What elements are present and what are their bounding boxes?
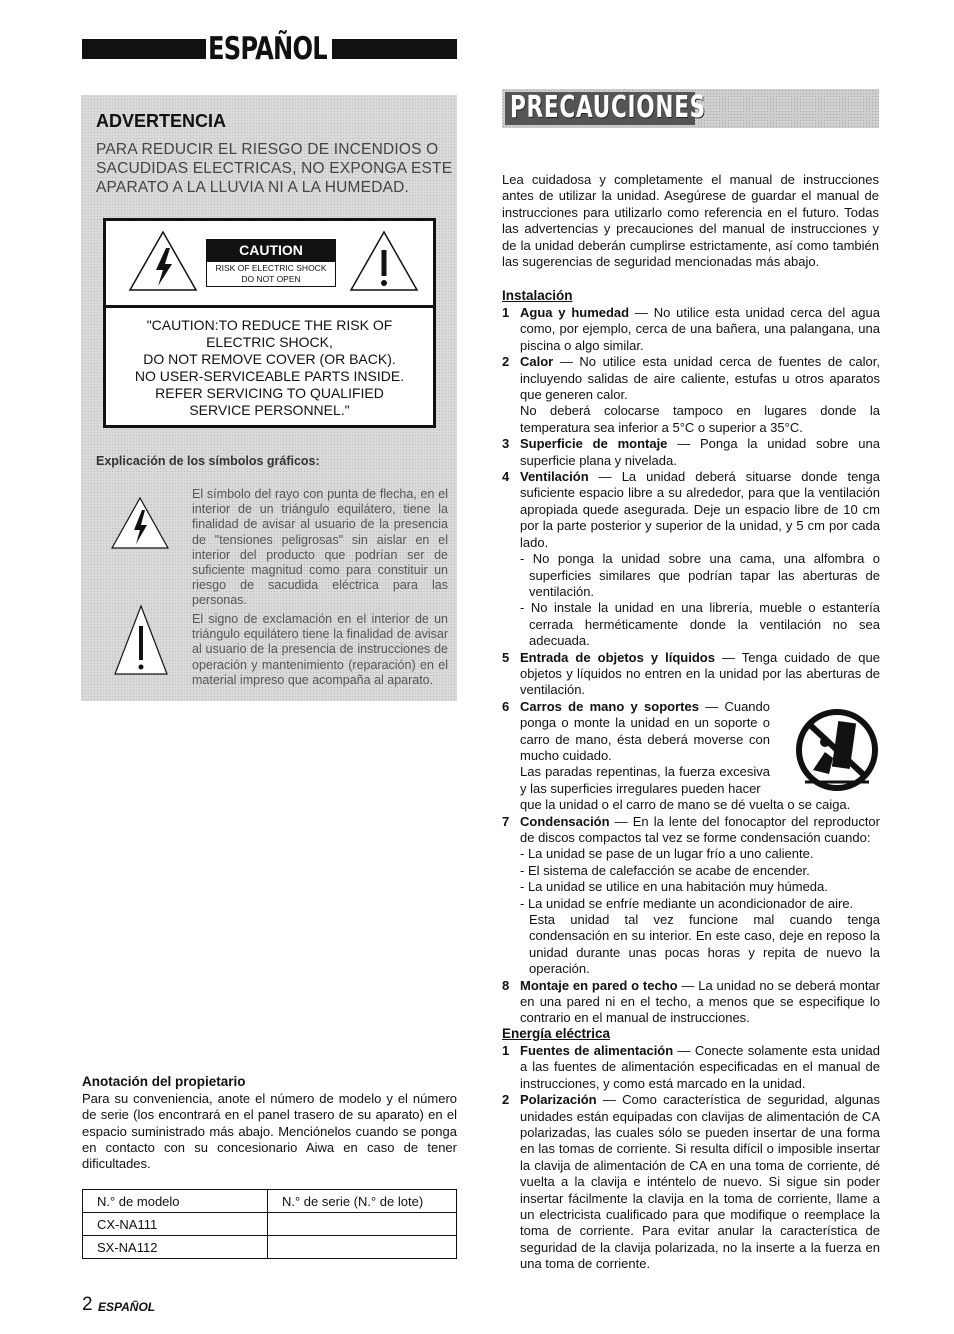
lightning-triangle-icon <box>128 230 198 292</box>
instalacion-list <box>502 305 880 1027</box>
page-number: 2 <box>82 1294 93 1315</box>
sub-item: - El sistema de calefacción se acabe de encender. <box>520 862 810 878</box>
caution-text <box>106 317 433 419</box>
item-label: Ventilación <box>520 469 589 485</box>
caution-sublabel <box>206 261 336 287</box>
instalacion-title: Instalación <box>502 288 573 303</box>
owner-text: Para su conveniencia, anote el número de modelo y el número de serie (los encontrará en el panel trasero de su aparato) en el espacio suministrado más abajo. Menciónelos cuando se ponga en contacto con su concesionario Aiwa en caso de tener dificultades. <box>82 1091 457 1172</box>
exclamation-triangle-icon <box>349 230 419 292</box>
list-item <box>502 650 880 699</box>
list-item <box>502 305 880 354</box>
table-row <box>83 1236 457 1259</box>
lightning-symbol-text: El símbolo del rayo con punta de flecha, en el interior de un triángulo equilátero, tiene la finalidad de avisar al usuario de la presencia de "tensiones peligrosas" sin aislar en el interior del producto que podrían ser de suficiente magnitud como para constituir un riesgo de sacudida eléctrica para las personas. <box>192 487 448 608</box>
caution-sub-line-2: DO NOT OPEN <box>241 274 301 284</box>
item-extra: No deberá colocarse tampoco en lugares donde la temperatura sea inferior a 5°C o superior a 35°C. <box>520 403 880 435</box>
item-label: Fuentes de alimentación <box>520 1043 674 1058</box>
item-number: 2 <box>502 354 510 370</box>
item-label: Superficie de montaje <box>520 436 668 452</box>
item-number: 1 <box>502 305 510 320</box>
cart-warning-icon <box>795 708 879 792</box>
advertencia-warning: PARA REDUCIR EL RIESGO DE INCENDIOS O SACUDIDAS ELECTRICAS, NO EXPONGA ESTE APARATO A LA LLUVIA NI A LA HUMEDAD. <box>96 141 453 196</box>
table-header-serial: N.° de serie (N.° de lote) <box>268 1190 457 1213</box>
item-label: Polarización <box>520 1092 597 1108</box>
exclamation-symbol-text: El signo de exclamación en el interior de un triángulo equilátero tiene la finalidad de avisar al usuario de la presencia de instrucciones de operación y mantenimiento (reparación) en el material impreso que acompaña al aparato. <box>192 612 448 687</box>
item-number: 7 <box>502 813 510 829</box>
item-number: 5 <box>502 649 510 665</box>
list-item <box>502 1043 880 1092</box>
item-number: 2 <box>502 1092 510 1108</box>
caution-divider <box>106 305 433 308</box>
item-extra: Las paradas repentinas, la fuerza excesiva y las superficies irregulares pueden hacer <box>520 764 770 796</box>
list-item <box>502 436 880 469</box>
item-label: Montaje en pared o techo <box>520 977 678 993</box>
item-label: Agua y humedad <box>520 305 630 320</box>
table-cell-model: SX-NA112 <box>83 1236 268 1259</box>
item-number: 4 <box>502 469 510 485</box>
list-item <box>502 978 880 1027</box>
list-item <box>502 469 880 649</box>
sub-item: - La unidad se utilice en una habitación muy húmeda. <box>520 879 828 895</box>
caution-line: ELECTRIC SHOCK, <box>206 334 333 350</box>
item-text: — No utilice esta unidad cerca de fuentes de calor, incluyendo salidas de aire caliente, estufas u otros aparatos que generen calor. <box>520 354 880 403</box>
item-extra: Esta unidad tal vez funcione mal cuando tenga condensación en su interior. En este caso, deje en reposo la unidad durante unas pocas horas y repita de nuevo la operación. <box>529 912 880 977</box>
precauciones-intro: Lea cuidadosa y completamente el manual de instrucciones antes de utilizar la unidad. Asegúrese de guardar el manual de instrucciones para utilizarlo como referencia en el futuro. Todas las advertencias y precauciones del manual de instrucciones y de la unidad deberán cumplirse estrictamente, así como también las sugerencias de seguridad mencionadas más abajo. <box>502 172 879 270</box>
item-number: 8 <box>502 977 510 993</box>
table-cell-serial <box>268 1236 457 1259</box>
lightning-symbol-icon <box>110 496 170 550</box>
exclamation-symbol-icon <box>113 604 169 676</box>
cart-text <box>520 699 770 765</box>
item-label: Carros de mano y soportes <box>520 698 699 714</box>
item-text: — En la lente del fonocaptor del reproductor de discos compactos tal vez se forme condensación cuando: <box>520 813 880 845</box>
sub-item: - No ponga la unidad sobre una cama, una alfombra o superficies similares que podrían tapar las aberturas de ventilación. <box>520 551 880 599</box>
energia-list <box>502 1043 880 1273</box>
item-text: — Tenga cuidado de que objetos y líquidos no entren en la unidad por las aberturas de ventilación. <box>520 649 880 698</box>
item-number: 6 <box>502 698 510 714</box>
caution-box <box>103 218 436 428</box>
language-header <box>82 31 457 67</box>
sub-item: - La unidad se pase de un lugar frío a uno caliente. <box>520 846 814 862</box>
caution-line: "CAUTION:TO REDUCE THE RISK OF <box>146 317 393 333</box>
energia-title: Energía eléctrica <box>502 1026 611 1041</box>
list-item <box>502 354 880 436</box>
table-header-model: N.° de modelo <box>83 1190 268 1213</box>
item-text: — La unidad deberá situarse donde tenga suficiente espacio libre a su alrededor, para que la ventilación apropiada quede asegurada. Deje un espacio libre de 10 cm por la parte posterior y superior de la unidad, y 5 cm por cada lado. <box>520 469 880 550</box>
caution-label: CAUTION <box>206 239 336 261</box>
header-bar-left <box>82 39 206 59</box>
item-text: — Como característica de seguridad, algunas unidades están equipadas con clavijas de alimentación de CA polarizadas, las cuales sólo se pueden insertar de una forma en las tomas de corriente. Si resulta difícil o imposible insertar la clavija de alimentación de CA en una toma de corriente, dé vuelta a la clavija e inténtelo de nuevo. Si sigue sin poder insertar fácilmente la clavija en la toma de corriente, llame a un electricista cualificado para que modifique o reemplace la toma de corriente. Para evitar anular la característica de seguridad de la clavija polarizada, no la inserte a la fuerza en una toma de corriente. <box>520 1092 880 1272</box>
item-tail: que la unidad o el carro de mano se dé vuelta o se caiga. <box>520 797 851 813</box>
table-cell-serial <box>268 1213 457 1236</box>
caution-line: REFER SERVICING TO QUALIFIED <box>155 385 384 401</box>
item-text: — No utilice esta unidad cerca del agua como, por ejemplo, cerca de una bañera, una palangana, una piscina o algo similar. <box>520 305 880 353</box>
list-item <box>502 1092 880 1272</box>
caution-sub-line-1: RISK OF ELECTRIC SHOCK <box>215 263 327 273</box>
header-bar-right <box>332 39 457 59</box>
owner-table <box>82 1189 457 1259</box>
item-label: Calor <box>520 354 554 370</box>
owner-title: Anotación del propietario <box>82 1074 246 1089</box>
precauciones-title: PRECAUCIONES <box>510 90 706 125</box>
table-row <box>83 1213 457 1236</box>
table-cell-model: CX-NA111 <box>83 1213 268 1236</box>
item-label: Entrada de objetos y líquidos <box>520 649 715 665</box>
item-text: — Conecte solamente esta unidad a las fuentes de alimentación especificadas en el manual de instrucciones, y como está marcado en la unidad. <box>520 1043 880 1091</box>
item-number: 1 <box>502 1043 510 1058</box>
item-text: — Cuando ponga o monte la unidad en un soporte o carro de mano, ésta deberá moverse con mucho cuidado. <box>520 698 771 763</box>
caution-line: DO NOT REMOVE COVER (OR BACK). <box>143 351 396 367</box>
sub-item: - La unidad se enfríe mediante un acondicionador de aire. <box>520 895 854 911</box>
item-text: — La unidad no se deberá montar en una pared ni en el techo, a menos que se especifique lo contrario en el manual de instrucciones. <box>520 977 880 1026</box>
item-label: Condensación <box>520 813 610 829</box>
table-row <box>83 1190 457 1213</box>
list-item <box>502 814 880 978</box>
item-number: 3 <box>502 436 510 452</box>
language-title: ESPAÑOL <box>208 31 327 67</box>
item-text: — Ponga la unidad sobre una superficie plana y nivelada. <box>520 436 880 468</box>
precauciones-banner <box>502 89 879 128</box>
advertencia-title: ADVERTENCIA <box>96 111 227 131</box>
symbols-title: Explicación de los símbolos gráficos: <box>96 454 320 468</box>
footer-language: ESPAÑOL <box>98 1300 156 1314</box>
sub-item: - No instale la unidad en una librería, mueble o estantería cerrada herméticamente donde la ventilación no sea adecuada. <box>520 600 880 649</box>
caution-line: NO USER-SERVICEABLE PARTS INSIDE. <box>134 368 405 384</box>
caution-line: SERVICE PERSONNEL." <box>189 402 350 418</box>
